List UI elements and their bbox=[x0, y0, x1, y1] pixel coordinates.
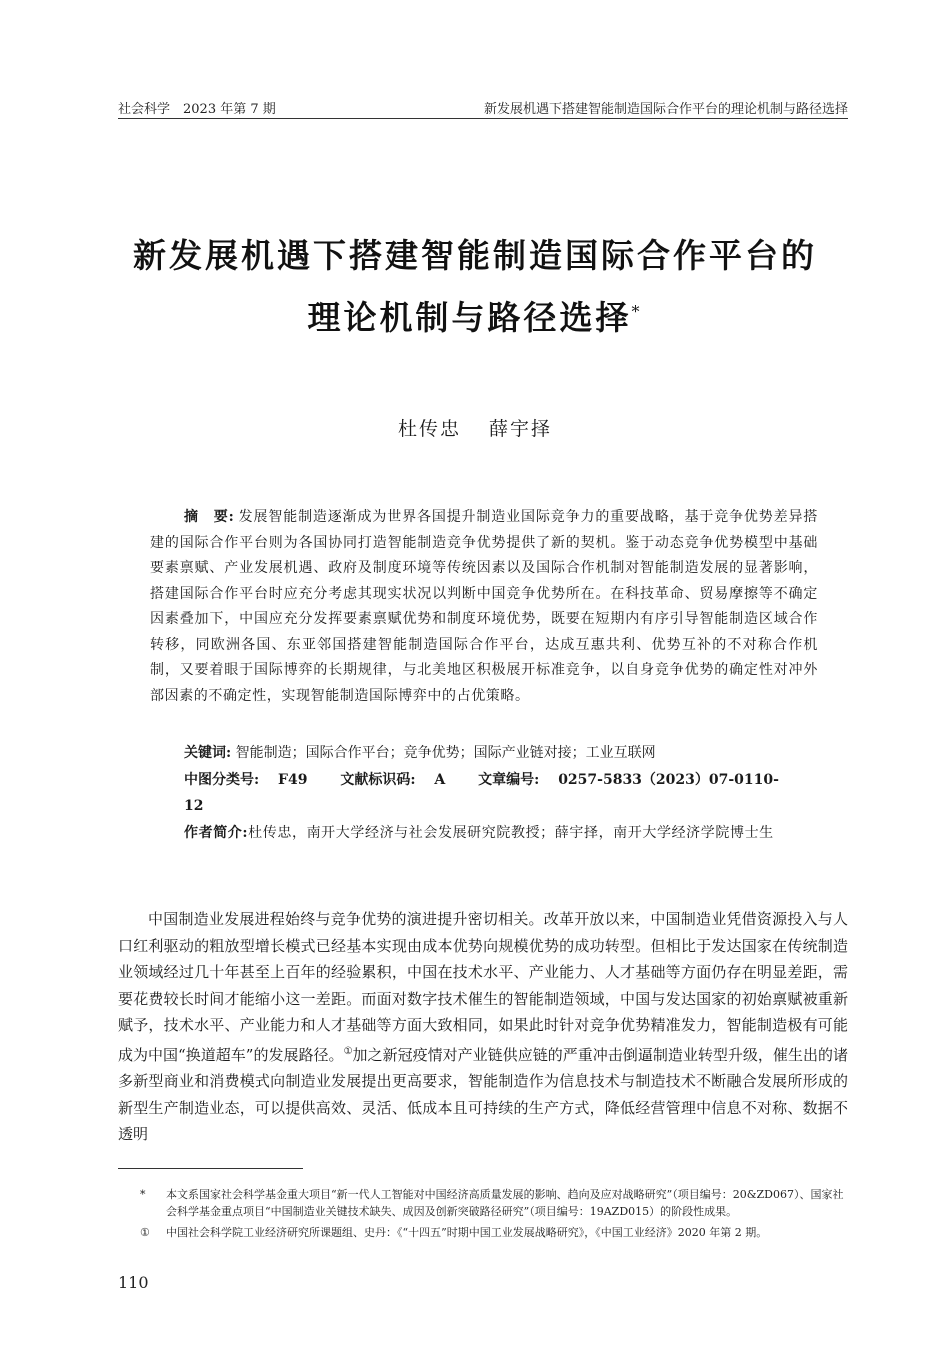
footnotes bbox=[140, 1186, 848, 1245]
footnote bbox=[140, 1224, 848, 1241]
title-line-1: 新发展机遇下搭建智能制造国际合作平台的 bbox=[133, 236, 817, 275]
keywords bbox=[184, 740, 818, 766]
header-rule bbox=[118, 118, 848, 119]
body-paragraph bbox=[118, 906, 848, 1148]
footnote-text: 本文系国家社会科学基金重大项目“新一代人工智能对中国经济高质量发展的影响、趋向及应对战略研究”（项目编号：20&ZD067）、国家社会科学基金重点项目“中国制造业关键技术缺失、成因及创新突破路径研究”（项目编号：19AZD015）的阶段性成果。 bbox=[166, 1188, 844, 1218]
running-title: 新发展机遇下搭建智能制造国际合作平台的理论机制与路径选择 bbox=[483, 102, 848, 117]
article-number-label: 文章编号: bbox=[478, 772, 540, 788]
author-name: 杜传忠 bbox=[397, 418, 461, 440]
doc-code-label: 文献标识码: bbox=[340, 772, 416, 788]
abstract bbox=[150, 505, 818, 709]
keywords-label: 关键词: bbox=[184, 745, 232, 761]
article-title bbox=[100, 228, 850, 346]
author-info bbox=[150, 820, 818, 846]
footnote-mark: * bbox=[140, 1188, 146, 1201]
author-info-label: 作者简介: bbox=[184, 825, 249, 841]
footnote-rule bbox=[118, 1168, 303, 1169]
journal-issue: 社会科学 2023 年第 7 期 bbox=[118, 102, 276, 117]
body-text-part-2: 加之新冠疫情对产业链供应链的严重冲击倒逼制造业转型升级，催生出的诸多新型商业和消费模式向制造业发展提出更高要求，智能制造作为信息技术与制造技术不断融合发展所形成的新型生产制造业态，可以提供高效、灵活、低成本且可持续的生产方式，降低经营管理中信息不对称、数据不透明 bbox=[118, 1045, 848, 1143]
author-info-text: 杜传忠，南开大学经济与社会发展研究院教授；薛宇择，南开大学经济学院博士生 bbox=[248, 825, 774, 841]
footnote-text: 中国社会科学院工业经济研究所课题组、史丹：《“十四五”时期中国工业发展战略研究》，《中国工业经济》2020 年第 2 期。 bbox=[166, 1226, 768, 1239]
keywords-text: 智能制造；国际合作平台；竞争优势；国际产业链对接；工业互联网 bbox=[235, 745, 656, 761]
doc-code-value: A bbox=[434, 772, 446, 788]
abstract-label: 摘 要: bbox=[184, 509, 235, 525]
classification-line bbox=[184, 767, 818, 819]
footnote-ref: ① bbox=[343, 1045, 353, 1057]
body-text bbox=[118, 906, 848, 1148]
author-name: 薛宇择 bbox=[489, 418, 553, 440]
title-line-2-text: 理论机制与路径选择 bbox=[307, 298, 632, 337]
page-number: 110 bbox=[118, 1273, 149, 1292]
article-number-value: 0257-5833（2023）07-0110-12 bbox=[184, 772, 779, 814]
footnote bbox=[140, 1186, 848, 1220]
title-line-2 bbox=[100, 284, 850, 346]
footnote-mark: ① bbox=[140, 1226, 150, 1239]
clc-label: 中图分类号: bbox=[184, 772, 260, 788]
title-footnote-marker: * bbox=[631, 302, 643, 321]
body-text-part-1: 中国制造业发展进程始终与竞争优势的演进提升密切相关。改革开放以来，中国制造业凭借资源投入与人口红利驱动的粗放型增长模式已经基本实现由成本优势向规模优势的成功转型。但相比于发达国家在传统制造业领域经过几十年甚至上百年的经验累积，中国在技术水平、产业能力、人才基础等方面仍存在明显差距，需要花费较长时间才能缩小这一差距。而面对数字技术催生的智能制造领域，中国与发达国家的初始禀赋被重新赋予，技术水平、产业能力和人才基础等方面大致相同，如果此时针对竞争优势精准发力，智能制造极有可能成为中国“换道超车”的发展路径。 bbox=[118, 910, 848, 1064]
abstract-text: 发展智能制造逐渐成为世界各国提升制造业国际竞争力的重要战略，基于竞争优势差异搭建的国际合作平台则为各国协同打造智能制造竞争优势提供了新的契机。鉴于动态竞争优势模型中基础要素禀赋、产业发展机遇、政府及制度环境等传统因素以及国际合作机制对智能制造发展的显著影响，搭建国际合作平台时应充分考虑其现实状况以判断中国竞争优势所在。在科技革命、贸易摩擦等不确定因素叠加下，中国应充分发挥要素禀赋优势和制度环境优势，既要在短期内有序引导智能制造区域合作转移，同欧洲各国、东亚邻国搭建智能制造国际合作平台，达成互惠共利、优势互补的不对称合作机制，又要着眼于国际博弈的长期规律，与北美地区积极展开标准竞争，以自身竞争优势的确定性对冲外部因素的不确定性，实现智能制造国际博弈中的占优策略。 bbox=[150, 509, 818, 704]
clc-value: F49 bbox=[278, 772, 308, 788]
authors bbox=[0, 414, 950, 441]
